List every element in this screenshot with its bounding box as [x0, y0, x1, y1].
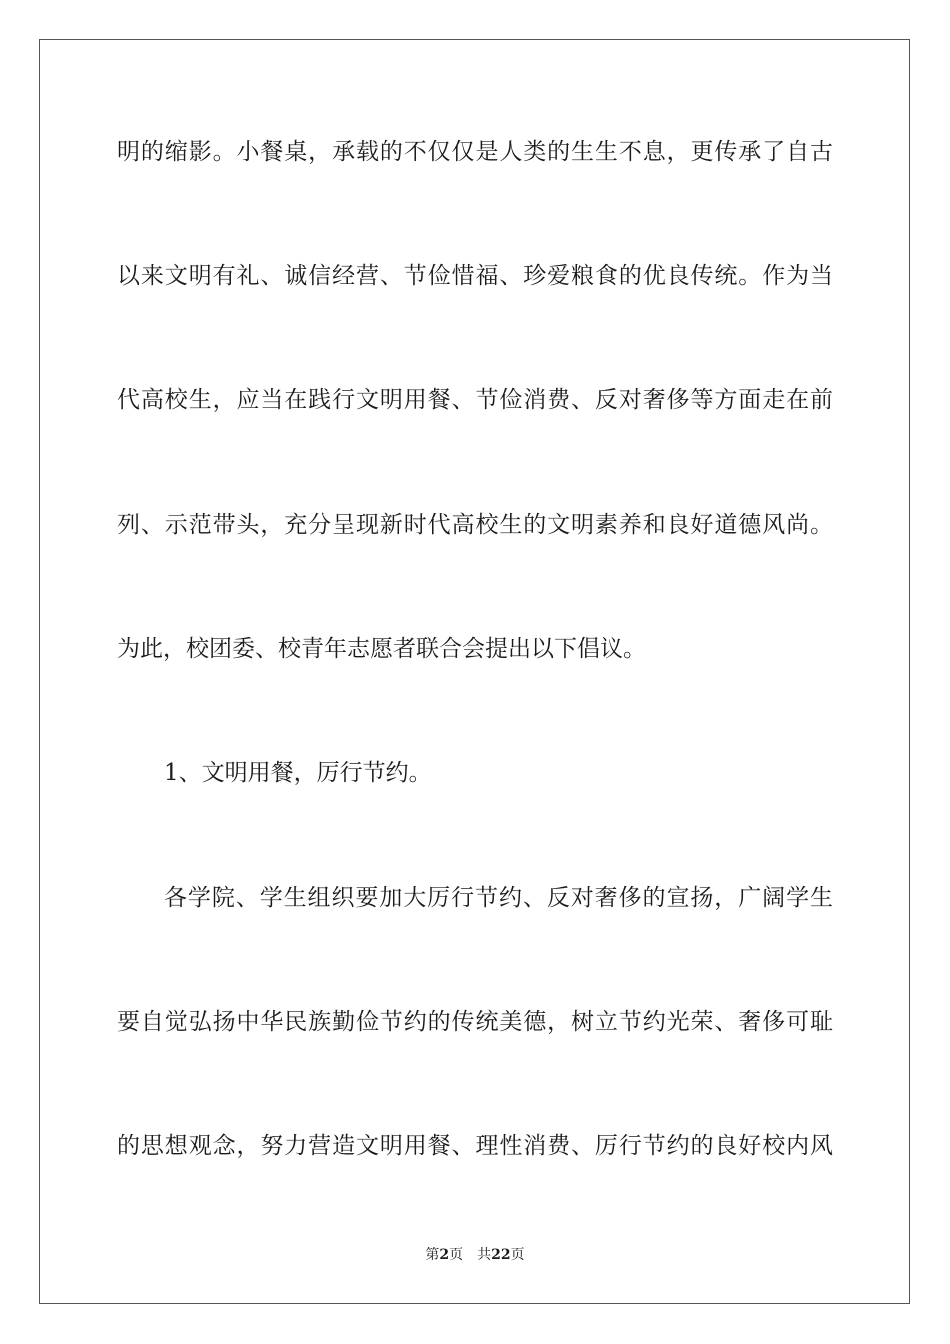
footer-page-suffix: 页 [449, 1247, 464, 1263]
body-line-1: 明的缩影。小餐桌，承载的不仅仅是人类的生生不息，更传承了自古 [117, 139, 833, 165]
footer-total-suffix: 页 [510, 1247, 525, 1263]
footer-page-prefix: 第 [425, 1247, 440, 1263]
body-line-7: 要自觉弘扬中华民族勤俭节约的传统美德，树立节约光荣、奢侈可耻 [117, 1009, 833, 1035]
body-line-3: 代高校生，应当在践行文明用餐、节俭消费、反对奢侈等方面走在前 [117, 387, 833, 413]
body-line-5: 为此，校团委、校青年志愿者联合会提出以下倡议。 [117, 636, 646, 662]
page-frame [39, 39, 910, 1304]
footer-total-prefix: 共 [477, 1247, 492, 1263]
body-line-6: 各学院、学生组织要加大厉行节约、反对奢侈的宣扬，广阔学生 [164, 885, 833, 911]
footer-total-pages: 22 [491, 1247, 511, 1263]
body-line-2: 以来文明有礼、诚信经营、节俭惜福、珍爱粮食的优良传统。作为当 [117, 263, 833, 289]
page-footer [0, 1246, 950, 1264]
body-line-4: 列、示范带头，充分呈现新时代高校生的文明素养和良好道德风尚。 [117, 512, 833, 538]
footer-page-number: 2 [439, 1247, 450, 1263]
section-heading-1: 1、文明用餐，厉行节约。 [164, 760, 432, 786]
body-line-8: 的思想观念，努力营造文明用餐、理性消费、厉行节约的良好校内风 [117, 1133, 833, 1159]
